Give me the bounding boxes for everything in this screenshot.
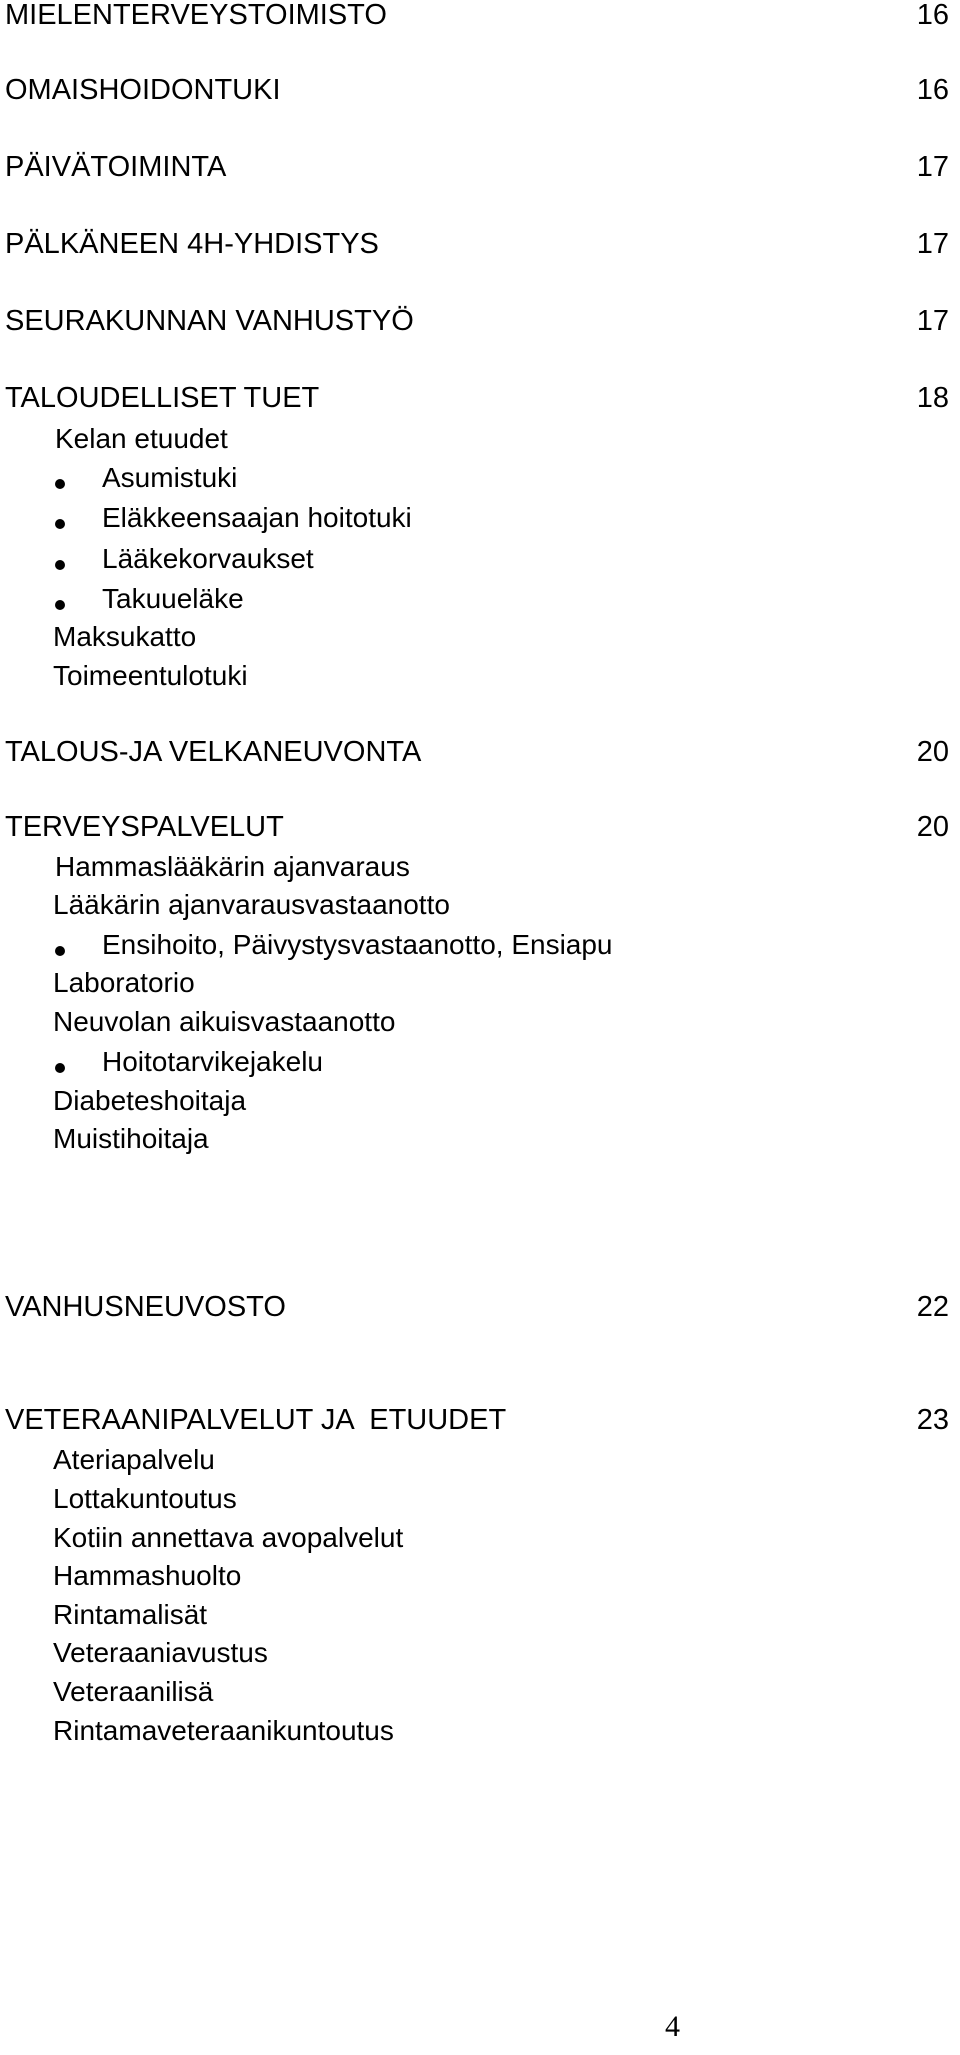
toc-subitem: Toimeentulotuki	[53, 660, 248, 691]
toc-subitem: Hammashuolto	[53, 1560, 242, 1591]
bullet-icon	[55, 519, 65, 529]
toc-entry-paivatoiminta	[0, 150, 960, 190]
toc-subitem: Lääkärin ajanvarausvastaanotto	[53, 889, 450, 920]
bullet-icon	[55, 946, 65, 956]
toc-entry-veteraanipalvelut-ja-etuudet	[0, 1403, 960, 1443]
toc-subitem: Takuueläke	[102, 583, 244, 614]
toc-subitem: Rintamaveteraanikuntoutus	[53, 1715, 394, 1746]
toc-heading: PÄLKÄNEEN 4H-YHDISTYS	[5, 228, 379, 260]
toc-heading: OMAISHOIDONTUKI	[5, 74, 281, 106]
toc-entry-terveyspalvelut	[0, 810, 960, 850]
toc-subitem: Rintamalisät	[53, 1599, 208, 1630]
toc-heading: MIELENTERVEYSTOIMISTO	[5, 0, 387, 31]
toc-page-number: 20	[916, 736, 949, 768]
toc-subitem: Hoitotarvikejakelu	[102, 1046, 323, 1077]
toc-page-number: 17	[916, 228, 949, 260]
toc-page-number: 17	[916, 305, 949, 337]
toc-entry-vanhusneuvosto	[0, 1290, 960, 1330]
toc-page-number: 16	[916, 74, 949, 106]
toc-subitem: Veteraanilisä	[53, 1676, 214, 1707]
toc-subitem: Muistihoitaja	[53, 1123, 209, 1154]
bullet-icon	[55, 560, 65, 570]
toc-subitem: Hammaslääkärin ajanvaraus	[55, 851, 410, 882]
toc-entry-taloudelliset-tuet	[0, 381, 960, 421]
toc-heading: TERVEYSPALVELUT	[5, 811, 284, 843]
toc-page-number: 16	[916, 0, 949, 31]
toc-entry-palkaneen-4h-yhdistys	[0, 227, 960, 267]
toc-subitem: Asumistuki	[102, 462, 238, 493]
toc-page-number: 20	[916, 811, 949, 843]
toc-subitem: Veteraaniavustus	[53, 1637, 268, 1668]
toc-subitem: Kotiin annettava avopalvelut	[53, 1522, 404, 1553]
toc-subitem: Kelan etuudet	[55, 423, 228, 454]
toc-heading: SEURAKUNNAN VANHUSTYÖ	[5, 305, 414, 337]
toc-heading: VANHUSNEUVOSTO	[5, 1291, 286, 1323]
bullet-icon	[55, 1063, 65, 1073]
toc-page-number: 22	[916, 1291, 949, 1323]
page-number: 4	[665, 2010, 680, 2043]
toc-heading: TALOUS-JA VELKANEUVONTA	[5, 736, 422, 768]
toc-subitem: Maksukatto	[53, 621, 197, 652]
toc-page-number: 17	[916, 151, 949, 183]
toc-entry-mielenterveystoimisto	[0, 0, 960, 38]
toc-heading: PÄIVÄTOIMINTA	[5, 151, 227, 183]
toc-subitem: Ateriapalvelu	[53, 1444, 215, 1475]
toc-heading: VETERAANIPALVELUT JA ETUUDET	[5, 1404, 507, 1436]
toc-page-number: 18	[916, 382, 949, 414]
toc-entry-talous-ja-velkaneuvonta	[0, 735, 960, 775]
toc-subitem: Laboratorio	[53, 967, 195, 998]
bullet-icon	[55, 600, 65, 610]
toc-page-number: 23	[916, 1404, 949, 1436]
toc-subitem: Lääkekorvaukset	[102, 543, 314, 574]
toc-entry-seurakunnan-vanhustyo	[0, 304, 960, 344]
toc-heading: TALOUDELLISET TUET	[5, 382, 320, 414]
toc-subitem: Ensihoito, Päivystysvastaanotto, Ensiapu	[102, 929, 613, 960]
toc-subitem: Eläkkeensaajan hoitotuki	[102, 502, 412, 533]
bullet-icon	[55, 479, 65, 489]
toc-entry-omaishoidontuki	[0, 73, 960, 113]
toc-subitem: Neuvolan aikuisvastaanotto	[53, 1006, 396, 1037]
toc-subitem: Diabeteshoitaja	[53, 1085, 247, 1116]
toc-subitem: Lottakuntoutus	[53, 1483, 237, 1514]
